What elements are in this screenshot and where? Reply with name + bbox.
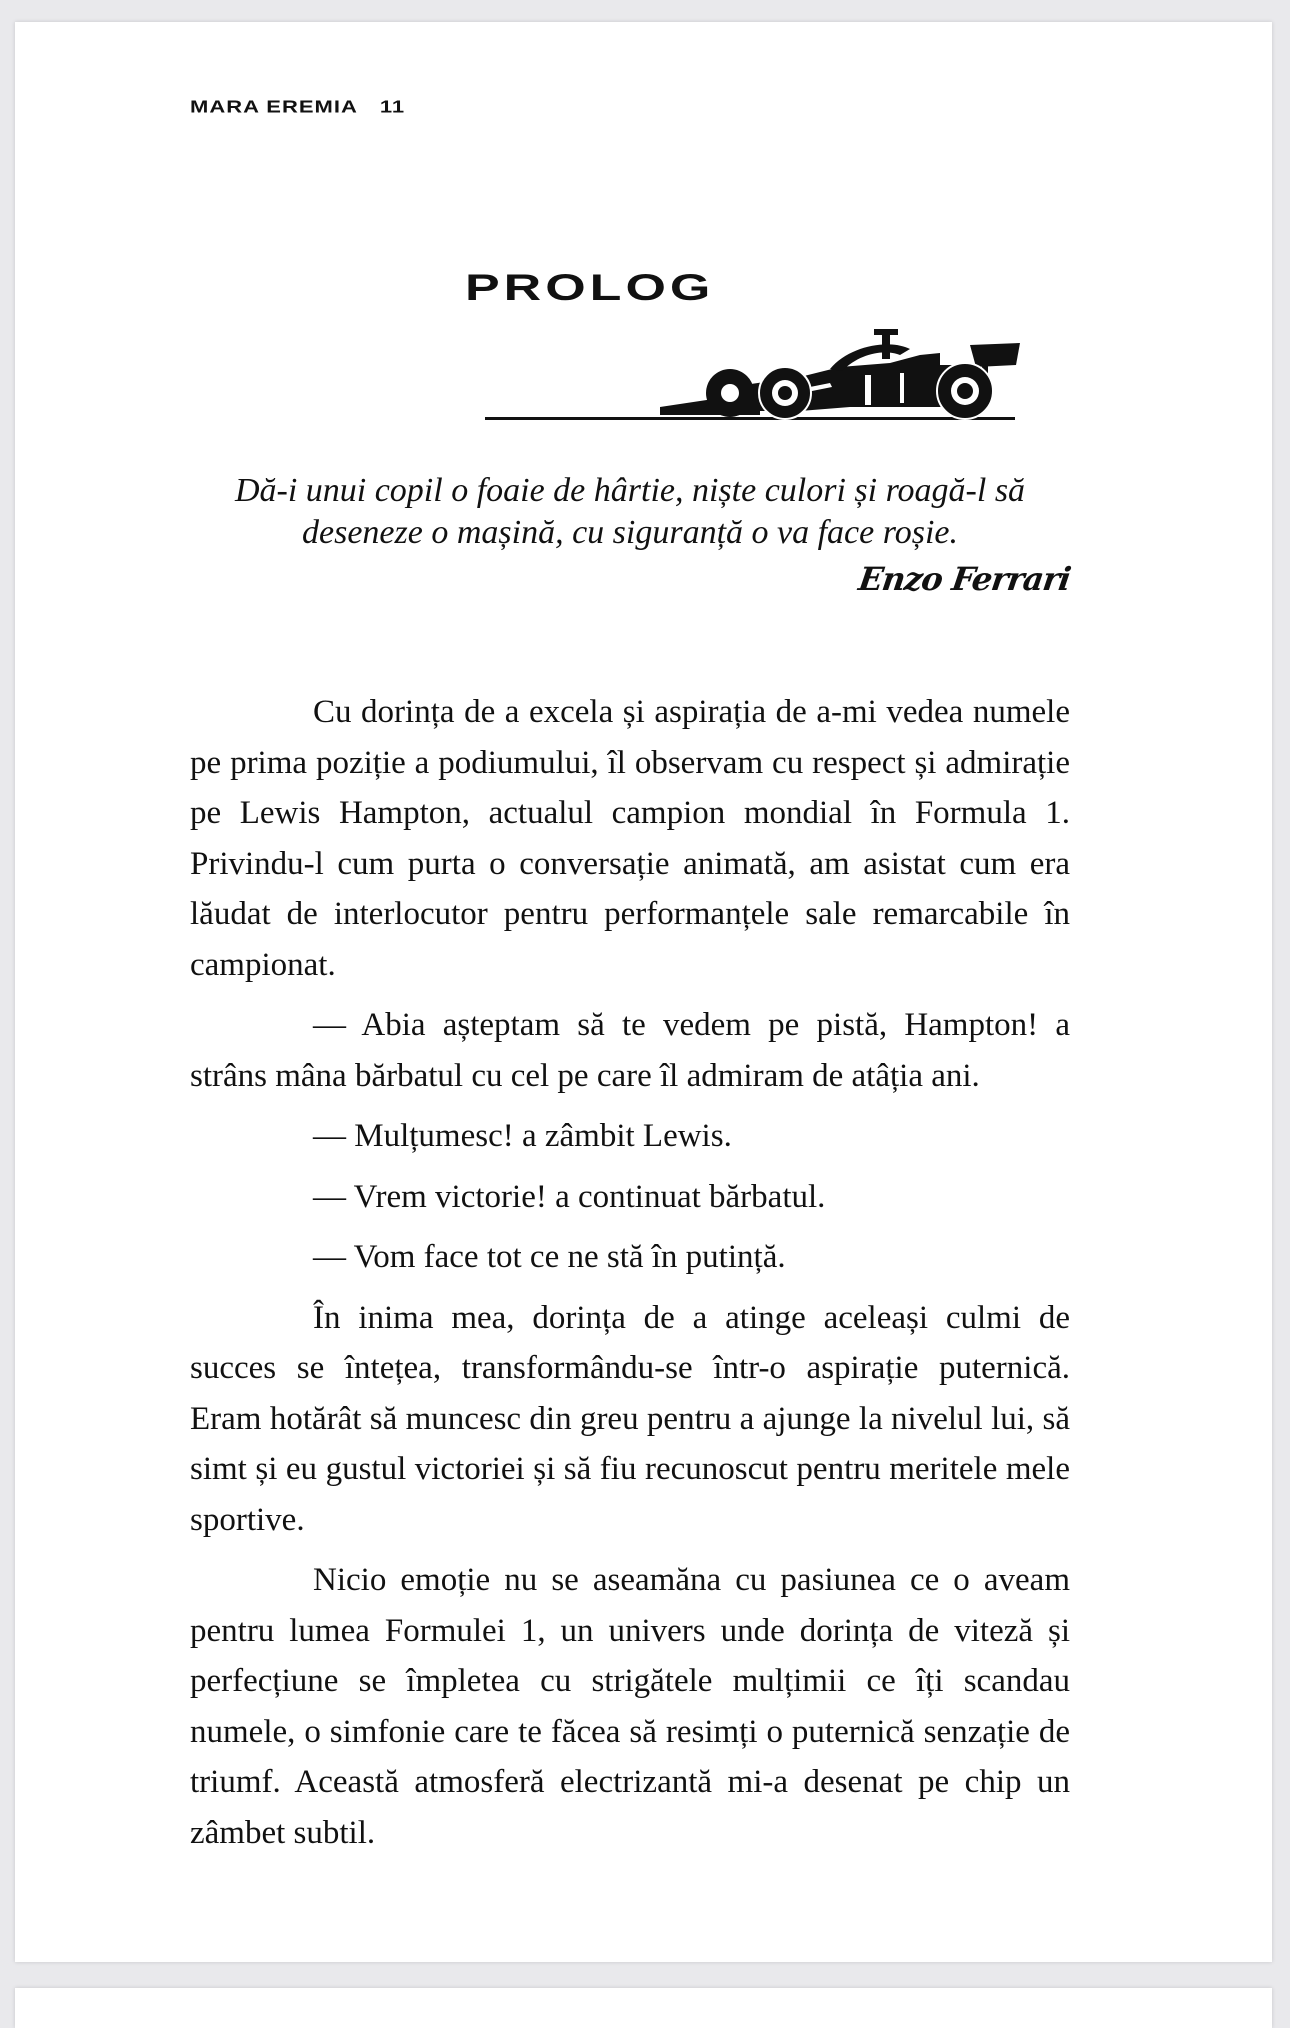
running-head-author: MARA EREMIA: [190, 97, 358, 117]
paragraph: În inima mea, dorința de a atinge aceleași culmi de succes se întețea, transformându-se într-o aspirație puternică. Eram hotărât să muncesc din greu pentru a ajunge la nivelul lui, să simt și eu gustul victoriei și să fiu recunoscut pentru meritele mele sportive.: [190, 1299, 1070, 1538]
chapter-body: [190, 687, 1070, 1868]
dialog-line: — Mulțumesc! a zâmbit Lewis.: [313, 1118, 732, 1154]
dialog-line: — Abia așteptam să te vedem pe pistă, Hampton! a strâns mâna bărbatul cu cel pe care îl admiram de atâția ani.: [190, 1007, 1070, 1094]
paragraph: Nicio emoție nu se aseamăna cu pasiunea ce o aveam pentru lumea Formulei 1, un univers unde dorința de viteză și perfecțiune se împletea cu strigătele mulțimii ce îți scandau numele, o simfonie care te făcea să resimți o puternică senzație de triumf. Această atmosferă electrizantă mi-a desenat pe chip un zâmbet subtil.: [190, 1562, 1070, 1851]
next-page-edge: [15, 1988, 1272, 2028]
paragraph: Cu dorința de a excela și aspirația de a-mi vedea numele pe prima poziție a podiumului, îl observam cu respect și admirație pe Lewis Hampton, actualul campion mondial în Formula 1. Privindu-l cum purta o conversație animată, am asistat cum era lăudat de interlocutor pentru performanțele sale remarcabile în campionat.: [190, 694, 1070, 983]
formula-car-icon: [470, 325, 1030, 425]
chapter-title: PROLOG: [465, 266, 715, 309]
running-head: [190, 97, 405, 117]
dialog-line: — Vrem victorie! a continuat bărbatul.: [313, 1178, 826, 1215]
dialog-line: — Vom face tot ce ne stă în putință.: [313, 1239, 786, 1275]
epigraph-author: Enzo Ferrari: [856, 560, 1073, 598]
epigraph-quote: Dă-i unui copil o foaie de hârtie, niște culori și roagă-l să deseneze o mașină, cu siguranță o va face roșie.: [234, 472, 1026, 551]
page-number: 11: [379, 97, 406, 117]
